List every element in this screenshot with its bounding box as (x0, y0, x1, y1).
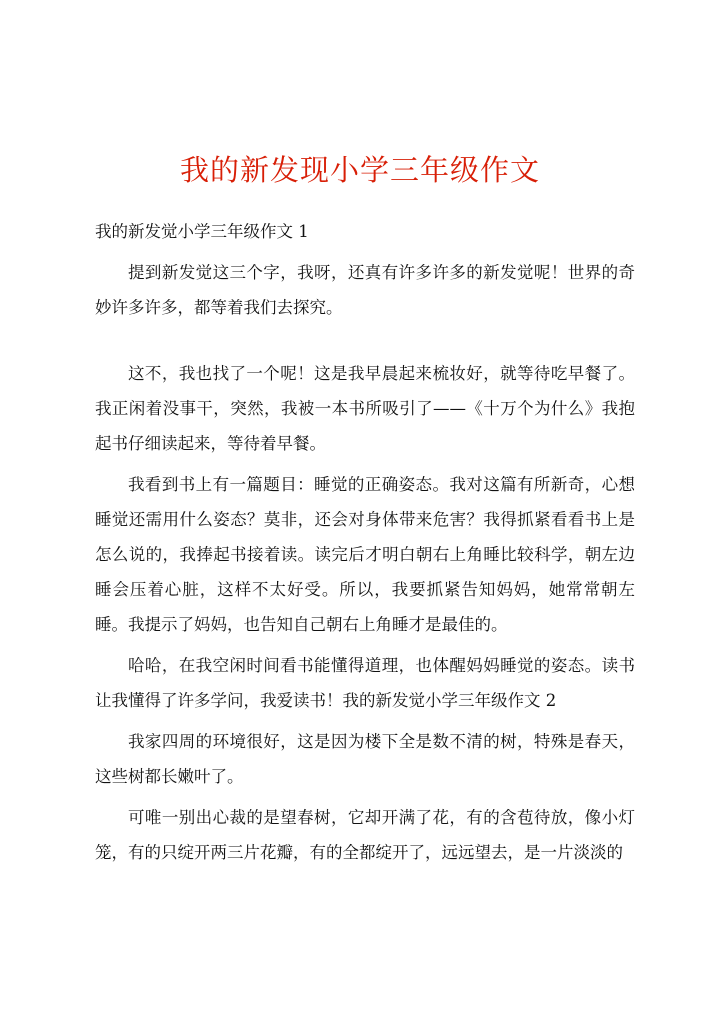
paragraph-4: 哈哈，在我空闲时间看书能懂得道理，也体醒妈妈睡觉的姿态。读书让我懂得了许多学问，我爱读书！我的新发觉小学三年级作文 2 (95, 656, 635, 710)
essay-heading-1: 我的新发觉小学三年级作文 1 (95, 222, 309, 241)
blank-line (95, 325, 635, 356)
document-title: 我的新发现小学三年级作文 (179, 153, 540, 187)
paragraph-3: 我看到书上有一篇题目：睡觉的正确姿态。我对这篇有所新奇，心想睡觉还需用什么姿态？莫非，还会对身体带来危害？我得抓紧看看书上是怎么说的，我捧起书接着读。读完后才明白朝右上角睡比较科学，朝左边睡会压着心脏，这样不太好受。所以，我要抓紧告知妈妈，她常常朝左睡。我提示了妈妈，也告知自己朝右上角睡才是最佳的。 (95, 475, 635, 634)
paragraph-2: 这不，我也找了一个呢！这是我早晨起来梳妆好，就等待吃早餐了。我正闲着没事干，突然，我被一本书所吸引了——《十万个为什么》我抱起书仔细读起来，等待着早餐。 (95, 364, 635, 453)
document-body (95, 215, 635, 870)
paragraph-5: 我家四周的环境很好，这是因为楼下全是数不清的树，特殊是春天，这些树都长嫩叶了。 (95, 732, 635, 786)
paragraph-6: 可唯一别出心裁的是望春树，它却开满了花，有的含苞待放，像小灯笼，有的只绽开两三片花瓣，有的全都绽开了，远远望去，是一片淡淡的 (95, 808, 635, 862)
paragraph-1: 提到新发觉这三个字，我呀，还真有许多许多的新发觉呢！世界的奇妙许多许多，都等着我们去探究。 (95, 263, 635, 317)
